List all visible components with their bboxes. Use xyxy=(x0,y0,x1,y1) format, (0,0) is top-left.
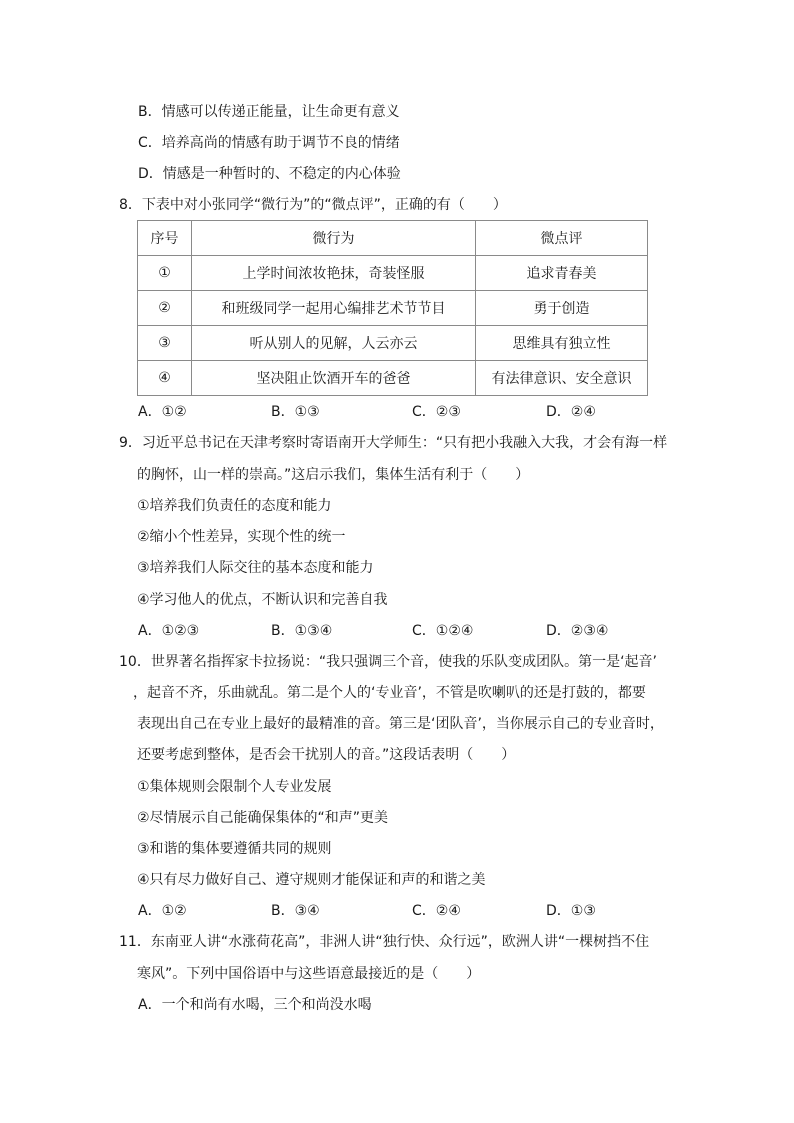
table-cell: ③ xyxy=(138,326,192,361)
q10-item: ③和谐的集体要遵循共同的规则 xyxy=(137,841,332,857)
q10-item: ①集体规则会限制个人专业发展 xyxy=(137,779,332,795)
q10-option-c: C．②④ xyxy=(412,903,461,919)
q11-stem-line: 11．东南亚人讲“水涨荷花高”，非洲人讲“独行快、众行远”，欧洲人讲“一棵树挡不住 xyxy=(119,934,650,950)
q10-stem-line: 10．世界著名指挥家卡拉扬说：“我只强调三个音，使我的乐队变成团队。第一是‘起音’ xyxy=(119,654,657,670)
q10-option-a: A．①② xyxy=(138,903,187,919)
table-cell: ① xyxy=(138,256,192,291)
q8-option-b: B．①③ xyxy=(271,404,320,420)
table-cell: ② xyxy=(138,291,192,326)
q9-item: ①培养我们负责任的态度和能力 xyxy=(137,498,332,514)
q7-option-c: C．培养高尚的情感有助于调节不良的情绪 xyxy=(138,135,400,151)
q10-item: ②尽情展示自己能确保集体的“和声”更美 xyxy=(137,810,389,826)
table-cell: 上学时间浓妆艳抹，奇装怪服 xyxy=(192,256,476,291)
q9-item: ③培养我们人际交往的基本态度和能力 xyxy=(137,560,374,576)
q8-option-c: C．②③ xyxy=(412,404,461,420)
q9-stem-line: 9．习近平总书记在天津考察时寄语南开大学师生：“只有把小我融入大我，才会有海一样 xyxy=(119,435,668,451)
q10-option-b: B．③④ xyxy=(271,903,320,919)
q8-table xyxy=(137,220,648,396)
q7-option-b: B．情感可以传递正能量，让生命更有意义 xyxy=(138,104,400,120)
table-cell: 听从别人的见解，人云亦云 xyxy=(192,326,476,361)
q8-option-d: D．②④ xyxy=(546,404,596,420)
q9-item: ②缩小个性差异，实现个性的统一 xyxy=(137,529,346,545)
q11-stem-line: 寒风”。下列中国俗语中与这些语意最接近的是（ ） xyxy=(137,966,481,982)
q9-option-a: A．①②③ xyxy=(138,623,200,639)
q8-options xyxy=(138,402,698,422)
q9-option-d: D．②③④ xyxy=(546,623,609,639)
table-header-cell: 微点评 xyxy=(476,221,648,256)
table-cell: 有法律意识、安全意识 xyxy=(476,361,648,396)
q9-stem-line: 的胸怀，山一样的崇高。”这启示我们，集体生活有利于（ ） xyxy=(137,467,530,483)
table-row xyxy=(138,291,648,326)
table-cell: 思维具有独立性 xyxy=(476,326,648,361)
q7-option-d: D．情感是一种暂时的、不稳定的内心体验 xyxy=(138,166,401,182)
table-header-cell: 微行为 xyxy=(192,221,476,256)
table-cell: 坚决阻止饮酒开车的爸爸 xyxy=(192,361,476,396)
table-row xyxy=(138,361,648,396)
table-cell: 和班级同学一起用心编排艺术节节目 xyxy=(192,291,476,326)
table-header-row xyxy=(138,221,648,256)
table-row xyxy=(138,256,648,291)
table-header-cell: 序号 xyxy=(138,221,192,256)
q8-stem: 8．下表中对小张同学“微行为”的“微点评”，正确的有（ ） xyxy=(119,197,507,213)
q9-options xyxy=(138,621,698,641)
table-cell: ④ xyxy=(138,361,192,396)
q10-options xyxy=(138,901,698,921)
table-row xyxy=(138,326,648,361)
q9-option-b: B．①③④ xyxy=(271,623,333,639)
table-cell: 追求青春美 xyxy=(476,256,648,291)
q10-option-d: D．①③ xyxy=(546,903,596,919)
q9-item: ④学习他人的优点，不断认识和完善自我 xyxy=(137,592,388,608)
q10-stem-line: 还要考虑到整体，是否会干扰别人的音。”这段话表明（ ） xyxy=(137,747,516,763)
q10-stem-line: ，起音不齐，乐曲就乱。第二是个人的‘专业音’，不管是吹喇叭的还是打鼓的，都要 xyxy=(133,685,646,701)
table-cell: 勇于创造 xyxy=(476,291,648,326)
q11-option-a: A．一个和尚有水喝，三个和尚没水喝 xyxy=(138,997,372,1013)
q10-stem-line: 表现出自己在专业上最好的最精准的音。第三是‘团队音’，当你展示自己的专业音时， xyxy=(137,716,664,732)
q8-option-a: A．①② xyxy=(138,404,187,420)
q10-item: ④只有尽力做好自己、遵守规则才能保证和声的和谐之美 xyxy=(137,872,486,888)
q9-option-c: C．①②④ xyxy=(412,623,474,639)
